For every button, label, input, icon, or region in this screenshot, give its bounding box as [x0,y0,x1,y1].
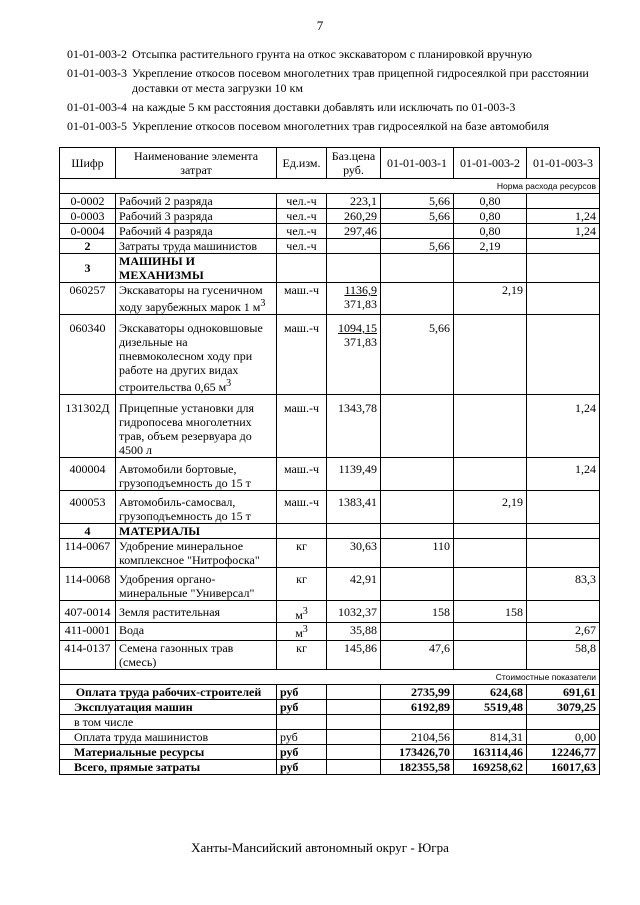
table-header [60,148,600,179]
table-row: 0-0002 Рабочий 2 разряда чел.-ч 223,1 5,66 0,80 [60,194,600,209]
code-id: 01-01-003-5 [67,119,127,133]
unit-superscript: 3 [260,298,266,309]
norm-subheader: Норма расхода ресурсов [60,179,600,194]
page-footer: Ханты-Мансийский автономный округ - Югра [191,840,449,855]
summary-row: Всего, прямые затраты руб 182355,58 169258,62 16017,63 [60,760,600,775]
section-machines: 3 МАШИНЫ И МЕХАНИЗМЫ [60,254,600,283]
table-row: 0-0004 Рабочий 4 разряда чел.-ч 297,46 0,80 1,24 [60,224,600,239]
code-description: Укрепление откосов посевом многолетних трав гидросеялкой на базе автомобиля [132,119,549,133]
price-underlined: 1094,15 [338,321,377,335]
machinist-labor-row: 2 Затраты труда машинистов чел.-ч 5,66 2,19 [60,239,600,254]
col-header-norm-3: 01-01-003-3 [527,148,600,179]
code-line [62,100,592,115]
table-row: 060257 Экскаваторы на гусеничном ходу зарубежных марок 1 $м^3$ маш.-ч 1136,9 371,83 2,19 [60,283,600,315]
summary-row: Материальные ресурсы руб 173426,70 163114,46 12246,77 [60,745,600,760]
price-underlined: 1136,9 [344,283,377,297]
table-row: 131302Д Прицепные установки для гидропосева многолетних трав, объем резервуара до 4500 л маш.-ч 1343,78 1,24 [60,395,600,458]
unit-superscript: 3 [226,378,232,389]
unit-superscript: 3 [302,624,308,635]
resource-table [59,147,600,775]
table-row: 414-0137 Семена газонных трав (смесь) кг 145,86 47,6 58,8 [60,641,600,670]
col-header-norm-2: 01-01-003-2 [454,148,527,179]
unit-m: м [295,626,303,640]
code-id: 01-01-003-2 [67,47,127,61]
summary-row: в том числе [60,715,600,730]
col-header-name: Наименование элемента затрат [116,148,277,179]
table-row: 400053 Автомобиль-самосвал, грузоподъемность до 15 т маш.-ч 1383,41 2,19 [60,491,600,524]
summary-row: Оплата труда рабочих-строителей руб 2735,99 624,68 691,61 [60,685,600,700]
col-header-code: Шифр [60,148,116,179]
table-row: 114-0068 Удобрения органо-минеральные "Универсал" кг 42,91 83,3 [60,568,600,601]
code-id: 01-01-003-4 [67,100,127,114]
table-row: 114-0067 Удобрение минеральное комплексное "Нитрофоска" кг 30,63 110 [60,539,600,568]
price-secondary: 371,83 [344,297,377,311]
table-row: 0-0003 Рабочий 3 разряда чел.-ч 260,29 5,66 0,80 1,24 [60,209,600,224]
code-line [62,119,592,134]
summary-row: Оплата труда машинистов руб 2104,56 814,31 0,00 [60,730,600,745]
header-codes [62,47,592,138]
table-row: 407-0014 Земля растительная $м^3$ 1032,37 158 158 [60,601,600,623]
cost-subheader: Стоимостные показатели [60,670,600,685]
code-description: Отсыпка растительного грунта на откос экскаватором с планировкой вручную [132,47,532,61]
code-line [62,47,592,62]
table-row: 400004 Автомобили бортовые, грузоподъемность до 15 т маш.-ч 1139,49 1,24 [60,458,600,491]
code-line [62,66,592,96]
col-header-unit: Ед.изм. [277,148,327,179]
code-description: Укрепление откосов посевом многолетних трав прицепной гидросеялкой при расстоянии доставки от места загрузки 10 км [132,66,589,95]
table-row: 060340 Экскаваторы одноковшовые дизельные на пневмоколесном ходу при работе на других видах строительства 0,65 $м^3$ маш.-ч 1094,15 371,83 5,66 [60,315,600,395]
col-header-price: Баз.цена руб. [327,148,381,179]
section-materials: 4 МАТЕРИАЛЫ [60,524,600,539]
code-description: на каждые 5 км расстояния доставки добавлять или исключать по 01-003-3 [132,100,516,114]
machine-name: Экскаваторы одноковшовые дизельные на пневмоколесном ходу при работе на других видах строительства 0,65 м [119,321,263,394]
code-id: 01-01-003-3 [67,66,127,80]
machine-name: Экскаваторы на гусеничном ходу зарубежных марок 1 м [119,283,263,314]
unit-m: м [295,608,303,622]
summary-row: Эксплуатация машин руб 6192,89 5519,48 3079,25 [60,700,600,715]
col-header-norm-1: 01-01-003-1 [381,148,454,179]
unit-superscript: 3 [302,606,308,617]
table-row: 411-0001 Вода $м^3$ 35,88 2,67 [60,623,600,641]
price-secondary: 371,83 [344,335,377,349]
page-number: 7 [316,18,324,33]
